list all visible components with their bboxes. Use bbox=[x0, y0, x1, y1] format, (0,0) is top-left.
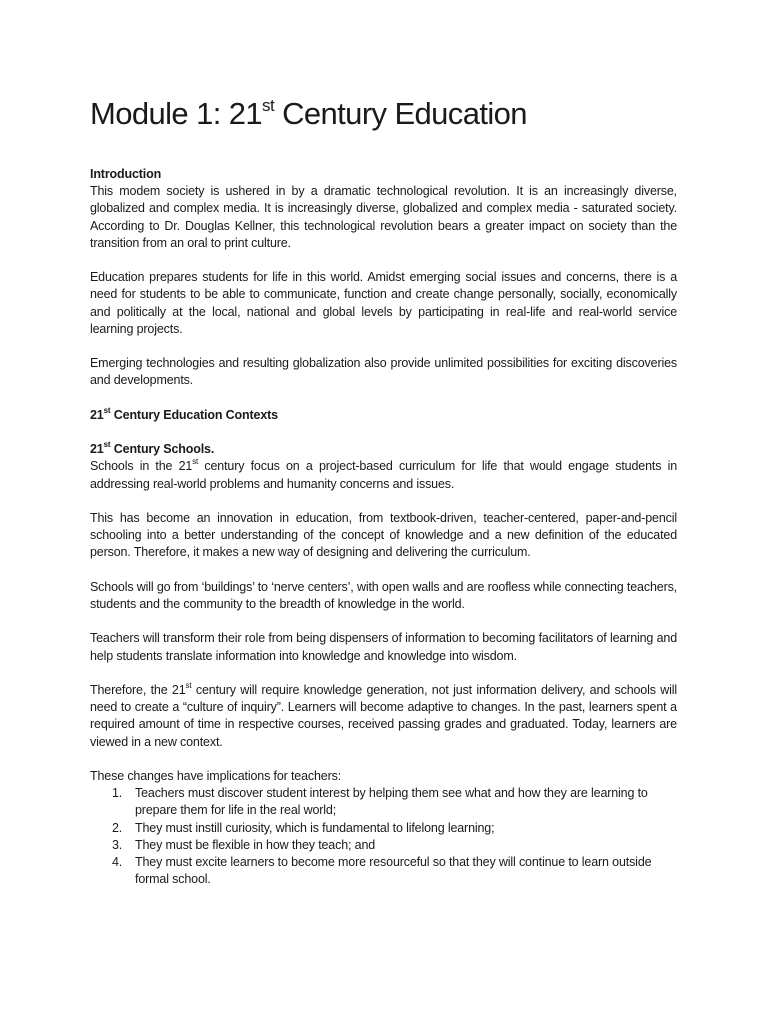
schools-p5-sup: st bbox=[185, 680, 192, 690]
schools-p5-end: century will require knowledge generation, not just information delivery, and schools will need to create a “culture of inquiry”. Learners will become adaptive to changes. In the past, learners spent a required amount of time in respective courses, received passing grades and graduated. Today, learners are viewed in a new context. bbox=[90, 682, 678, 749]
list-item bbox=[90, 854, 677, 888]
list-item bbox=[90, 785, 677, 819]
schools-heading-sup: st bbox=[103, 440, 111, 450]
introduction-heading: Introduction bbox=[90, 167, 162, 181]
contexts-heading bbox=[90, 407, 677, 424]
schools-paragraph-1 bbox=[90, 458, 677, 492]
contexts-heading-text: Century Education Contexts bbox=[110, 407, 278, 422]
schools-p1-start: Schools in the 21 bbox=[90, 459, 193, 474]
intro-paragraph-2: Education prepares students for life in this world. Amidst emerging social issues and concerns, there is a need for students to be able to communicate, function and create change personally, socially, economically and politically at the local, national and global levels by participating in real-life and real-world service learning projects. bbox=[90, 270, 677, 336]
list-item bbox=[90, 837, 677, 854]
schools-paragraph-5 bbox=[90, 682, 677, 751]
schools-heading-number: 21 bbox=[90, 442, 104, 457]
title-superscript: st bbox=[262, 95, 275, 115]
list-item-number: 4. bbox=[112, 854, 123, 869]
list-item-text: Teachers must discover student interest by helping them see what and how they are learning to prepare them for life in the real world; bbox=[135, 786, 648, 818]
list-item-number: 3. bbox=[112, 837, 123, 852]
title-main: Module 1: 21 bbox=[90, 96, 263, 131]
schools-heading bbox=[90, 441, 677, 458]
title-rest: Century Education bbox=[274, 96, 527, 131]
schools-p5-start: Therefore, the 21 bbox=[90, 682, 186, 697]
list-item-text: They must excite learners to become more resourceful so that they will continue to learn outside formal school. bbox=[135, 854, 652, 887]
list-item-number: 1. bbox=[112, 786, 123, 801]
implications-intro: These changes have implications for teachers: bbox=[90, 768, 342, 783]
page-title bbox=[90, 96, 527, 132]
list-item bbox=[90, 820, 677, 837]
schools-p1-end: century focus on a project-based curriculum for life that would engage students in addressing real-world problems and humanity concerns and issues. bbox=[90, 459, 677, 491]
schools-paragraph-4: Teachers will transform their role from being dispensers of information to becoming facilitators of learning and help students translate information into knowledge and knowledge into wisdom. bbox=[90, 631, 677, 663]
list-item-number: 2. bbox=[112, 820, 123, 835]
schools-heading-text: Century Schools. bbox=[110, 442, 215, 457]
list-item-text: They must be flexible in how they teach; and bbox=[135, 837, 376, 852]
schools-paragraph-3: Schools will go from ‘buildings’ to ‘nerve centers’, with open walls and are roofless while connecting teachers, students and the community to the breadth of knowledge in the world. bbox=[90, 579, 677, 611]
intro-paragraph-1: This modem society is ushered in by a dramatic technological revolution. It is an increasingly diverse, globalized and complex media. It is increasingly diverse, globalized and complex media - saturated society. According to Dr. Douglas Kellner, this technological revolution bears a greater impact on society than the transition from an oral to print culture. bbox=[90, 184, 677, 250]
implications-list bbox=[90, 785, 677, 888]
contexts-heading-number: 21 bbox=[90, 407, 104, 422]
contexts-heading-sup: st bbox=[103, 405, 111, 415]
schools-paragraph-2: This has become an innovation in education, from textbook-driven, teacher-centered, paper-and-pencil schooling into a better understanding of the concept of knowledge and a new definition of the educated person. Therefore, it makes a new way of designing and delivering the curriculum. bbox=[90, 510, 677, 560]
intro-paragraph-3: Emerging technologies and resulting globalization also provide unlimited possibilities for exciting discoveries and developments. bbox=[90, 356, 677, 388]
document-body bbox=[90, 166, 677, 888]
schools-p1-sup: st bbox=[192, 457, 199, 467]
list-item-text: They must instill curiosity, which is fundamental to lifelong learning; bbox=[135, 820, 495, 835]
